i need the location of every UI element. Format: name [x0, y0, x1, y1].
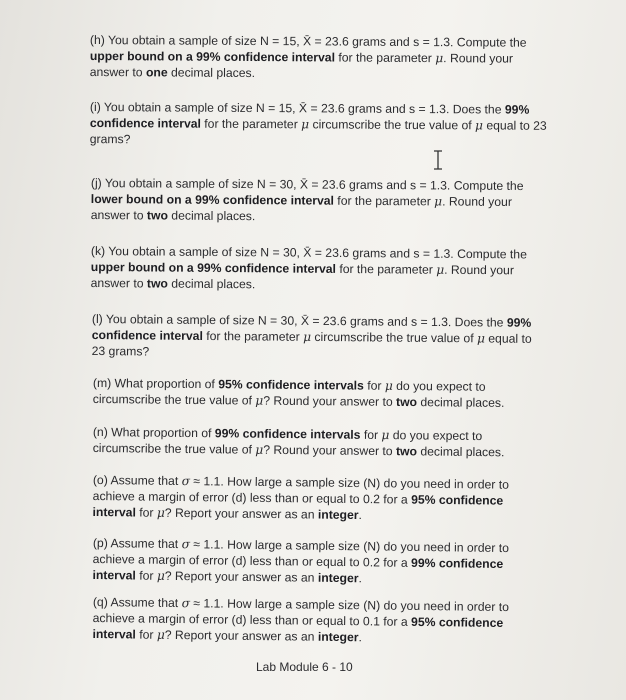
question-n: (n) What proportion of 99% confidence intervals for μ do you expect to circumscribe the true value of μ? Round your answer to two decimal places. — [92, 424, 505, 460]
question-o: (o) Assume that σ ≈ 1.1. How large a sample size (N) do you need in order to achieve a margin of error (d) less than or equal to 0.2 for a 95% confidence interval for μ? Report your answer as an integer. — [92, 472, 510, 523]
question-q: (q) Assume that σ ≈ 1.1. How large a sample size (N) do you need in order to achieve a margin of error (d) less than or equal to 0.1 for a 95% confidence interval for μ? Report your answer as an integer. — [92, 594, 510, 645]
question-h: (h) You obtain a sample of size N = 15, X̄ = 23.6 grams and s = 1.3. Compute the upper bound on a 99% confidence interval for the parameter μ. Round your answer to one decimal places. — [89, 32, 527, 81]
question-k: (k) You obtain a sample of size N = 30, X̄ = 23.6 grams and s = 1.3. Compute the upper bound on a 99% confidence interval for the parameter μ. Round your answer to two decimal places. — [90, 243, 527, 292]
question-m: (m) What proportion of 95% confidence intervals for μ do you expect to circumscribe the true value of μ? Round your answer to two decimal places. — [92, 375, 505, 410]
question-i: (i) You obtain a sample of size N = 15, X̄ = 23.6 grams and s = 1.3. Does the 99% confidence interval for the parameter μ circumscribe the true value of μ equal to 23 grams? — [89, 99, 547, 147]
question-p: (p) Assume that σ ≈ 1.1. How large a sample size (N) do you need in order to achieve a margin of error (d) less than or equal to 0.2 for a 99% confidence interval for μ? Report your answer as an integer. — [92, 535, 510, 586]
page-footer: Lab Module 6 - 10 — [256, 660, 353, 674]
question-j: (j) You obtain a sample of size N = 30, X̄ = 23.6 grams and s = 1.3. Compute the lower bound on a 99% confidence interval for the parameter μ. Round your answer to two decimal places. — [90, 175, 524, 224]
text-cursor-icon — [432, 150, 444, 170]
question-l: (l) You obtain a sample of size N = 30, X̄ = 23.6 grams and s = 1.3. Does the 99% confidence interval for the parameter μ circumscribe the true value of μ equal to 23 grams? — [91, 311, 532, 359]
